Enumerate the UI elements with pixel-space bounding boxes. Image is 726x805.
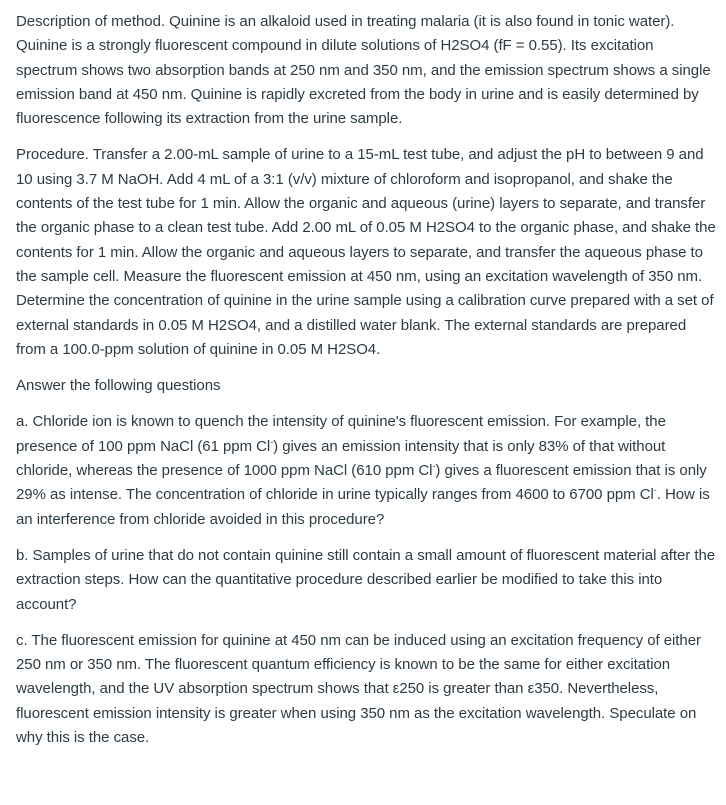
question-a-text-1: a. Chloride ion is known to quench the intensity of quinine's fluorescent emission. For example, the presence of 100 ppm NaCl (61 ppm Cl	[16, 413, 666, 455]
question-a-text-3: ) gives a fluorescent emission that is only 29% as intense. The concentration of chloride in urine typically ranges from 4600 to 6700 ppm Cl	[16, 462, 707, 504]
question-a	[16, 410, 716, 531]
question-a-text-4: . How is an interference from chloride avoided in this procedure?	[16, 486, 710, 528]
questions-instructions: Answer the following questions	[16, 377, 221, 395]
chloride-superscript-3: -	[653, 485, 657, 496]
question-c: c. The fluorescent emission for quinine at 450 nm can be induced using an excitation frequency of either 250 nm or 350 nm. The fluorescent quantum efficiency is known to be the same for either excitation wavelength, and the UV absorption spectrum shows that ε250 is greater than ε350. Nevertheless, fluorescent emission intensity is greater when using 350 nm as the excitation wavelength. Speculate on why this is the case.	[16, 631, 701, 747]
method-description-paragraph: Description of method. Quinine is an alkaloid used in treating malaria (it is also found in tonic water). Quinine is a strongly fluorescent compound in dilute solutions of H2SO4 (fF = 0.55). Its excitation spectrum shows two absorption bands at 250 nm and 350 nm, and the emission spectrum shows a single emission band at 450 nm. Quinine is rapidly excreted from the body in urine and is easily determined by fluorescence following its extraction from the urine sample.	[16, 13, 711, 128]
question-a-text-2: ) gives an emission intensity that is only 83% of that without chloride, whereas the presence of 1000 ppm NaCl (610 ppm Cl	[16, 437, 666, 480]
chloride-superscript-1: -	[270, 436, 274, 447]
question-b: b. Samples of urine that do not contain quinine still contain a small amount of fluorescent material after the extraction steps. How can the quantitative procedure described earlier be modified to take this into account?	[16, 546, 716, 613]
procedure-paragraph: Procedure. Transfer a 2.00-mL sample of urine to a 15-mL test tube, and adjust the pH to between 9 and 10 using 3.7 M NaOH. Add 4 mL of a 3:1 (v/v) mixture of chloroform and isopropanol, and shake the contents of the test tube for 1 min. Allow the organic and aqueous (urine) layers to separate, and transfer the organic phase to a clean test tube. Add 2.00 mL of 0.05 M H2SO4 to the organic phase, and shake the contents for 1 min. Allow the organic and aqueous layers to separate, and transfer the aqueous phase to the sample cell. Measure the fluorescent emission at 450 nm, using an excitation wavelength of 350 nm. Determine the concentration of quinine in the urine sample using a calibration curve prepared with a set of external standards in 0.05 M H2SO4, and a distilled water blank. The external standards are prepared from a 100.0-ppm solution of quinine in 0.05 M H2SO4.	[16, 146, 716, 358]
chloride-superscript-2: -	[432, 461, 436, 472]
